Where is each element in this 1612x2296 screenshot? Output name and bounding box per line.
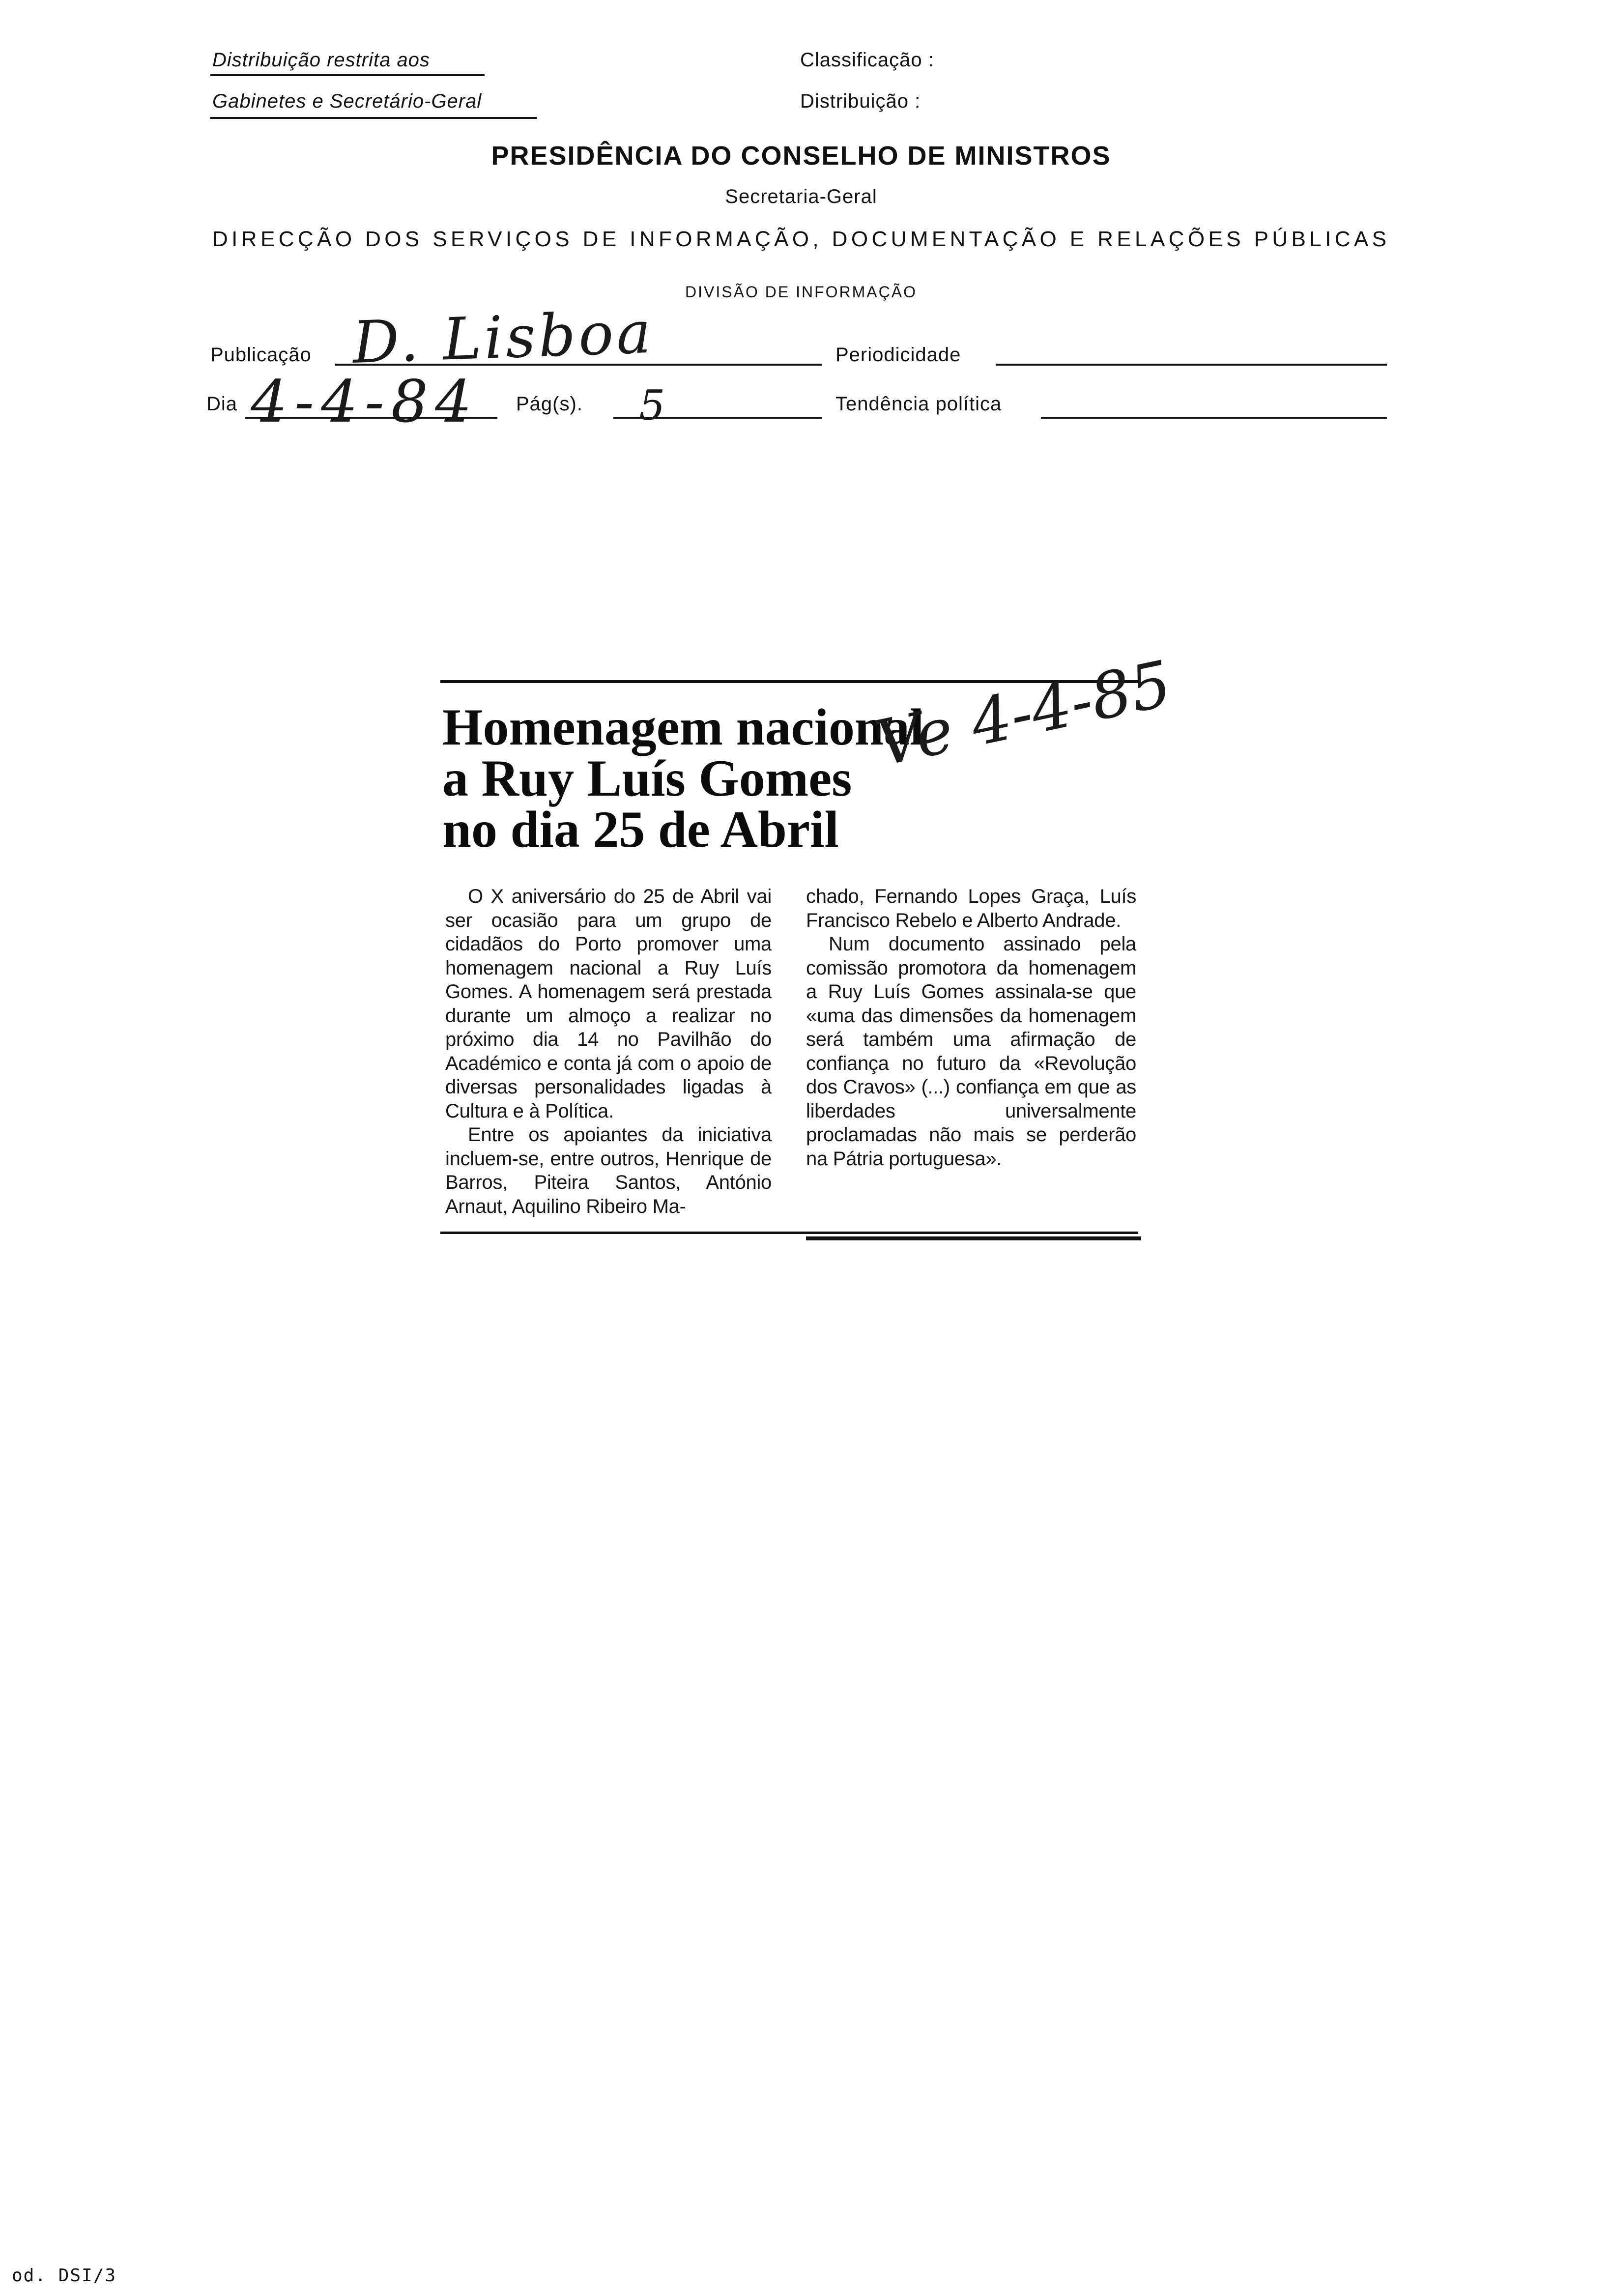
article-column-1 <box>445 885 772 1218</box>
tendency-label: Tendência política <box>835 393 1002 415</box>
article-title-line1: Homenagem nacional <box>442 698 924 756</box>
directorate-heading: DIRECÇÃO DOS SERVIÇOS DE INFORMAÇÃO, DOCUMENTAÇÃO E RELAÇÕES PÚBLICAS <box>212 227 1390 251</box>
handwritten-annotation: Ve 4-4-85 <box>869 647 1178 781</box>
ministry-heading: PRESIDÊNCIA DO CONSELHO DE MINISTROS <box>491 141 1111 171</box>
day-handwritten-value: 4-4-84 <box>251 368 479 435</box>
article-column-2 <box>806 885 1136 1171</box>
article-col1-paragraph2: Entre os apoiantes da iniciativa incluem-se, entre outros, Henrique de Barros, Piteira Santos, António Arnaut, Aquilino Ribeiro Ma- <box>445 1124 772 1217</box>
article-col1-paragraph1: O X aniversário do 25 de Abril vai ser ocasião para um grupo de cidadãos do Porto promover uma homenagem nacional a Ruy Luís Gomes. A homenagem será prestada durante um almoço a realizar no próximo dia 14 no Pavilhão do Académico e conta já com o apoio de diversas personalidades ligadas à Cultura e à Política. <box>445 886 772 1122</box>
publication-label: Publicação <box>210 344 312 366</box>
periodicity-label: Periodicidade <box>835 344 961 366</box>
article-col2-paragraph1: chado, Fernando Lopes Graça, Luís Francisco Rebelo e Alberto Andrade. <box>806 886 1136 931</box>
pages-label: Pág(s). <box>516 393 583 415</box>
restricted-distribution-line2: Gabinetes e Secretário-Geral <box>212 90 482 112</box>
distribution-label: Distribuição : <box>800 90 921 112</box>
underline-restricted-2 <box>210 117 537 119</box>
classification-label: Classificação : <box>800 49 934 71</box>
pages-handwritten-value: 5 <box>639 381 665 430</box>
article-title-line2: a Ruy Luís Gomes <box>442 749 852 807</box>
underline-restricted-1 <box>210 74 485 76</box>
division-heading: DIVISÃO DE INFORMAÇÃO <box>685 283 917 301</box>
article-title-line3: no dia 25 de Abril <box>442 801 839 858</box>
article-bottom-rule <box>440 1232 1138 1234</box>
article-col2-paragraph2: Num documento assinado pela comissão promotora da homenagem a Ruy Luís Gomes assinala-se que «uma das dimensões da homenagem será também uma afirmação de confiança no futuro da «Revolução dos Cravos» (...) confiança em que as liberdades universalmente proclamadas não mais se perderão na Pátria portuguesa». <box>806 933 1136 1170</box>
restricted-distribution-line1: Distribuição restrita aos <box>212 49 430 71</box>
secretariat-heading: Secretaria-Geral <box>725 186 877 207</box>
periodicity-line <box>996 364 1387 366</box>
publication-handwritten-value: D. Lisboa <box>351 298 655 376</box>
form-code: od. DSI/3 <box>12 2266 117 2286</box>
day-label: Dia <box>206 393 238 415</box>
article-bottom-rule-heavy <box>806 1236 1141 1240</box>
tendency-line <box>1041 417 1387 419</box>
